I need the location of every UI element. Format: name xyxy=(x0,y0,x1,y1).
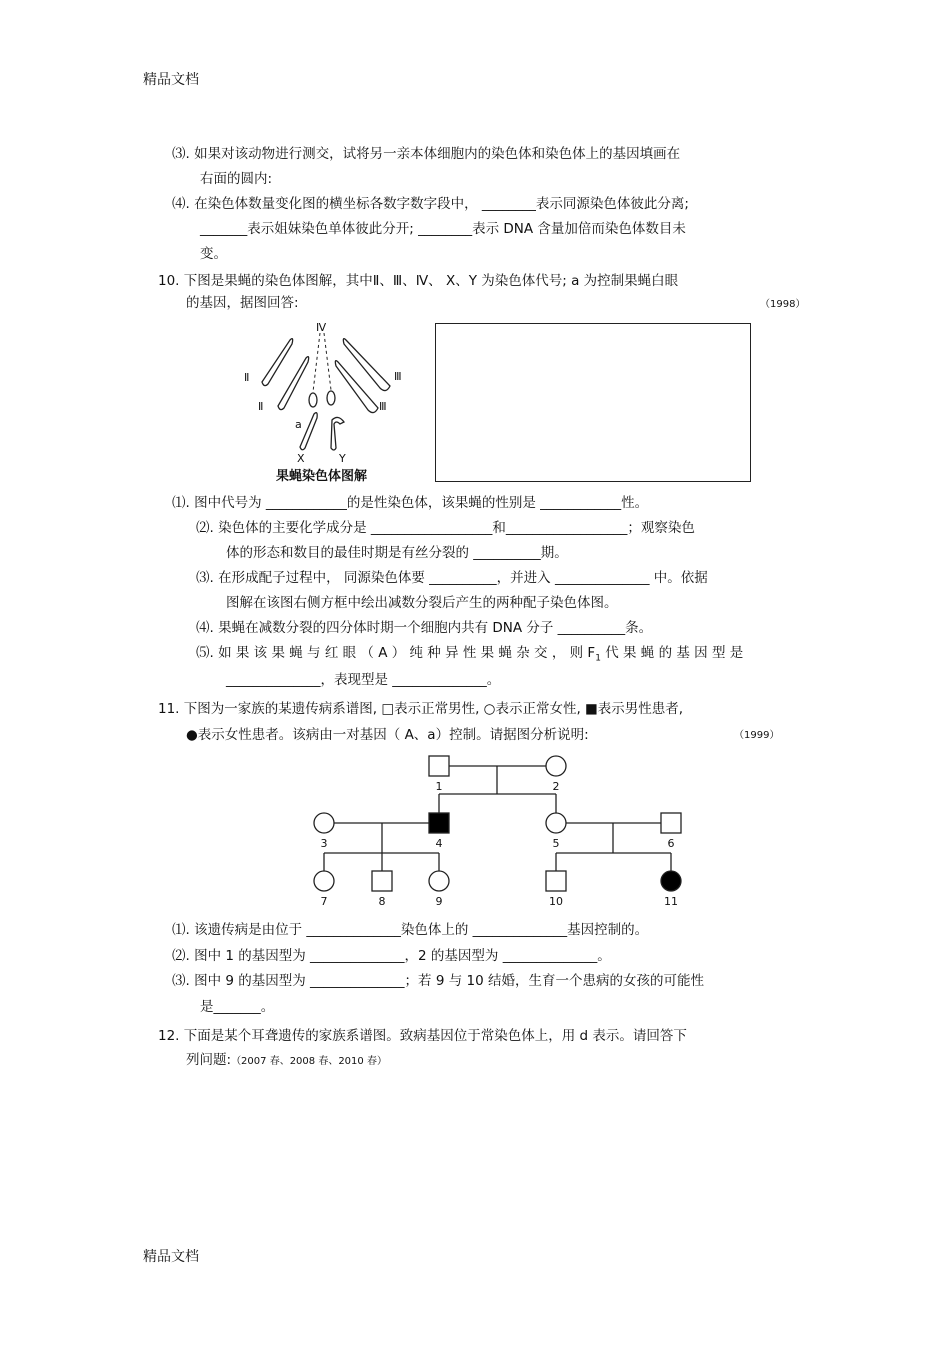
individual-10-normal-male xyxy=(546,871,566,891)
q10-part3-line1: ⑶. 在形成配子过程中， 同源染色体要 __________，并进入 ______________ 中。依据 xyxy=(196,570,708,586)
q10-part1: ⑴. 图中代号为 ____________的是性染色体，该果蝇的性别是 ____________性。 xyxy=(172,495,649,511)
q10-year: （1998） xyxy=(760,299,806,310)
q10-part3-line2: 图解在该图右侧方框中绘出减数分裂后产生的两种配子染色体图。 xyxy=(226,595,618,611)
id-label-9: 9 xyxy=(435,895,443,908)
q9-part3-line1: ⑶. 如果对该动物进行测交，试将另一亲本体细胞内的染色体和染色体上的基因填画在 xyxy=(172,146,681,162)
pedigree-chart xyxy=(300,752,700,912)
label-X: X xyxy=(297,452,305,465)
chromosome-Y xyxy=(331,417,344,450)
label-IV: Ⅳ xyxy=(316,321,327,334)
label-II-lower: Ⅱ xyxy=(258,400,264,413)
page-header: 精品文档 xyxy=(143,72,199,88)
id-label-6: 6 xyxy=(667,837,675,850)
q11-stem-line2: ●表示女性患者。该病由一对基因（ A、a）控制。请据图分析说明: xyxy=(186,727,589,743)
q10-part5-line1: ⑸. 如 果 该 果 蝇 与 红 眼 （ A ） 纯 种 异 性 果 蝇 杂 交 ， 则 $F_1$ 代 果 蝇 的 基 因 型 是 xyxy=(196,645,744,664)
q9-part4-line1: ⑷. 在染色体数量变化图的横坐标各数字数字段中， ________表示同源染色体彼此分离; xyxy=(172,196,689,212)
id-label-3: 3 xyxy=(320,837,328,850)
id-label-11: 11 xyxy=(664,895,678,908)
page-footer: 精品文档 xyxy=(143,1249,199,1265)
id-label-7: 7 xyxy=(320,895,328,908)
chromosome-IV-right xyxy=(327,391,335,405)
gamete-drawing-box[interactable] xyxy=(435,323,751,482)
individual-8-normal-male xyxy=(372,871,392,891)
individual-5-normal-female xyxy=(546,813,566,833)
q11-part2: ⑵. 图中 1 的基因型为 ______________，2 的基因型为 ______________。 xyxy=(172,948,611,964)
individual-1-normal-male xyxy=(429,756,449,776)
label-III-lower: Ⅲ xyxy=(379,400,387,413)
q11-stem-line1: 11. 下图为一家族的某遗传病系谱图, □表示正常男性, ○表示正常女性, ■表示男性患者, xyxy=(158,701,684,717)
q10-stem-line1: 10. 下图是果蝇的染色体图解，其中Ⅱ、Ⅲ、Ⅳ、 X、Y 为染色体代号; a 为控制果蝇白眼 xyxy=(158,273,679,289)
id-label-4: 4 xyxy=(435,837,443,850)
label-a: a xyxy=(295,418,302,431)
q9-part4-line3: 变。 xyxy=(200,246,227,262)
chromosome-II-upper xyxy=(262,339,293,386)
fruit-fly-chromosome-figure xyxy=(240,318,420,488)
label-II-upper: Ⅱ xyxy=(244,371,250,384)
q10-part5-line2: ______________，表现型是 ______________。 xyxy=(226,672,501,688)
individual-6-normal-male xyxy=(661,813,681,833)
q10-part4: ⑷. 果蝇在减数分裂的四分体时期一个细胞内共有 DNA 分子 __________条。 xyxy=(196,620,653,636)
individual-9-normal-female xyxy=(429,871,449,891)
label-III-upper: Ⅲ xyxy=(394,370,402,383)
label-Y: Y xyxy=(339,452,346,465)
id-label-5: 5 xyxy=(552,837,560,850)
chromosome-IV-left xyxy=(309,393,317,407)
figure-caption: 果蝇染色体图解 xyxy=(276,469,368,484)
q11-part3-line1: ⑶. 图中 9 的基因型为 ______________；若 9 与 10 结婚，生育一个患病的女孩的可能性 xyxy=(172,973,704,989)
chromosome-II-lower xyxy=(278,357,309,410)
id-label-10: 10 xyxy=(549,895,563,908)
individual-2-normal-female xyxy=(546,756,566,776)
q11-part3-line2: 是_______。 xyxy=(200,999,275,1015)
q10-part2-line1: ⑵. 染色体的主要化学成分是 __________________和__________________；观察染色 xyxy=(196,520,695,536)
individual-3-normal-female xyxy=(314,813,334,833)
q9-part3-line2: 右面的圆内: xyxy=(200,171,273,187)
individual-4-affected-male xyxy=(429,813,449,833)
id-label-8: 8 xyxy=(378,895,386,908)
q12-stem-line1: 12. 下面是某个耳聋遗传的家族系谱图。致病基因位于常染色体上，用 d 表示。请回答下 xyxy=(158,1028,687,1044)
q9-part4-line2: _______表示姐妹染色单体彼此分开; ________表示 DNA 含量加倍而染色体数目未 xyxy=(200,221,686,237)
id-label-1: 1 xyxy=(435,780,443,793)
q10-stem-line2: 的基因，据图回答: xyxy=(186,295,299,311)
individual-7-normal-female xyxy=(314,871,334,891)
q12-stem-line2: 列问题:（2007 春、2008 春、2010 春） xyxy=(186,1052,387,1068)
individual-11-affected-female xyxy=(661,871,681,891)
q11-year: （1999） xyxy=(734,730,780,741)
q10-part2-line2: 体的形态和数目的最佳时期是有丝分裂的 __________期。 xyxy=(226,545,568,561)
q11-part1: ⑴. 该遗传病是由位于 ______________染色体上的 ______________基因控制的。 xyxy=(172,922,649,938)
chromosome-X xyxy=(300,413,317,450)
id-label-2: 2 xyxy=(552,780,560,793)
